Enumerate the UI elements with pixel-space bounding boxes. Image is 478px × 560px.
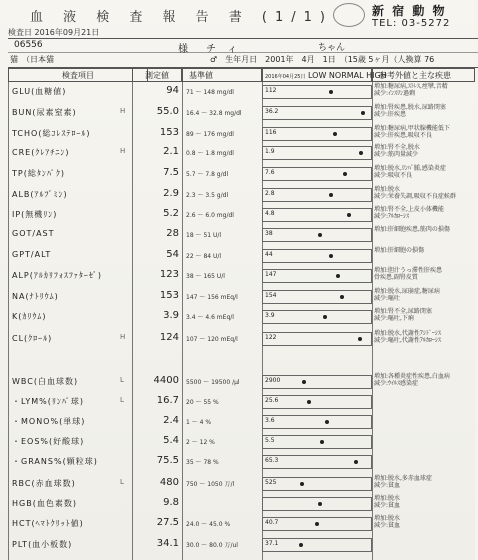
test-name: ALP(ｱﾙｶﾘﾌｫｽﾌｧﾀｰｾﾞ) [12,271,102,280]
hospital-logo-icon [333,3,365,27]
measured-value: 94 [166,85,179,96]
measured-value: 153 [159,290,179,301]
table-row [8,434,475,454]
abnormal-flag: L [120,376,124,384]
previous-value: 525 [265,479,277,486]
range-scale [262,85,372,99]
abnormal-flag: H [120,333,126,341]
previous-value: 25.6 [265,397,279,404]
disease-note: 増加:脱水,ﾘﾝﾊﾟ腫,感染炎症 減少:吸収不良 [374,165,446,179]
measured-value: 55.0 [156,106,179,117]
value-marker [329,254,333,258]
range-scale [262,249,372,263]
abnormal-flag: L [120,478,124,486]
previous-value: 1.9 [265,148,275,155]
range-scale [262,332,372,346]
measured-value: 34.1 [156,538,179,549]
table-row [8,414,475,434]
previous-value: 44 [265,251,273,258]
range-scale [262,435,372,449]
disease-note: 増加:腎不全,上皮小体機能 減少:ｱﾙｶﾛｰｼｽ [374,206,444,220]
value-marker [340,295,344,299]
value-marker [323,315,327,319]
range-scale [262,497,372,511]
table-row [8,496,475,516]
test-name: PLT(血小板数) [12,540,73,549]
value-marker [343,172,347,176]
test-name: ・GRANS%(顆粒球) [12,457,98,466]
previous-value: 37.1 [265,540,279,547]
measured-value: 16.7 [156,395,179,406]
value-marker [336,274,340,278]
range-scale [262,455,372,469]
table-row [8,476,475,496]
previous-value: 3.6 [265,417,275,424]
header-prev-date: 2016年04月25日 [265,74,306,80]
previous-value: 7.6 [265,169,275,176]
value-marker [325,420,329,424]
test-name: GOT/AST [12,229,55,238]
value-marker [354,460,358,464]
reference-range: 24.0 ～ 45.0 % [186,521,231,528]
test-name: BUN(尿素窒素) [12,108,77,117]
value-marker [359,151,363,155]
value-marker [300,482,304,486]
test-name: NA(ﾅﾄﾘｳﾑ) [12,292,59,301]
previous-value: 38 [265,230,273,237]
range-scale [262,228,372,242]
table-row [8,516,475,536]
measured-value: 54 [166,249,179,260]
reference-range: 750 ～ 1050 万/l [186,481,235,488]
disease-note: 増加:脱水,代謝性ｱｼﾄﾞｰｼｽ 減少:嘔吐,代謝性ｱﾙｶﾛｰｼｽ [374,330,441,344]
report-title: 血 液 検 査 報 告 書 (1/1) [30,10,333,25]
reference-range: 0.8 ～ 1.8 mg/dl [186,150,234,157]
table-row [8,166,475,186]
reference-range: 2.6 ～ 6.0 mg/dl [186,212,234,219]
measured-value: 9.8 [163,497,179,508]
abnormal-flag: H [120,147,126,155]
header-scale-label: LOW NORMAL HIGH [308,71,387,80]
range-scale [262,538,372,552]
value-marker [329,90,333,94]
hospital-tel: TEL: 03-5272 [372,18,451,29]
patient-id: 06556 [14,40,43,50]
table-row [8,126,475,146]
range-scale [262,477,372,491]
range-scale [262,395,372,409]
test-name: TCHO(総ｺﾚｽﾃﾛｰﾙ) [12,129,91,138]
previous-value: 40.7 [265,519,279,526]
previous-value: 36.2 [265,108,279,115]
table-row [8,331,475,351]
reference-range: 22 ～ 84 U/l [186,253,222,260]
test-name: GPT/ALT [12,250,52,259]
reference-range: 30.0 ～ 80.0 万/ul [186,542,238,549]
range-scale [262,127,372,141]
test-name: ・EOS%(好酸球) [12,437,85,446]
birth-info: ♂ 生年月日 2001年 4月 1日 （15歳 5ヶ月（人換算 76 [210,55,435,64]
previous-value: 65.3 [265,457,279,464]
disease-note [374,454,478,474]
range-scale [262,269,372,283]
table-row [8,105,475,125]
measured-value: 4400 [153,375,179,386]
value-marker [320,440,324,444]
table-row [8,537,475,557]
range-scale [262,415,372,429]
test-name: CRE(ｸﾚｱﾁﾆﾝ) [12,148,70,157]
reference-range: 3.4 ～ 4.6 mEq/l [186,314,234,321]
value-marker [302,380,306,384]
range-scale [262,208,372,222]
test-name: GLU(血糖値) [12,87,67,96]
range-scale [262,310,372,324]
previous-value: 5.5 [265,437,275,444]
measured-value: 28 [166,228,179,239]
test-name: HCT(ﾍﾏﾄｸﾘｯﾄ値) [12,519,84,528]
disease-note: 増加:各種炎症性疾患,白血病 減少:ｳｲﾙｽ感染症 [374,373,450,387]
value-marker [318,233,322,237]
previous-value: 3.9 [265,312,275,319]
disease-note [374,394,478,414]
previous-value: 122 [265,334,277,341]
value-marker [333,132,337,136]
reference-range: 147 ～ 156 mEq/l [186,294,238,301]
disease-note: 増加:腎不全,脱水 減少:筋肉量減少 [374,144,420,158]
disease-note [374,537,478,557]
reference-range: 5500 ～ 19500 /μl [186,379,240,386]
abnormal-flag: H [120,107,126,115]
measured-value: 7.5 [163,167,179,178]
hospital-name: 新 宿 動 物 [372,4,447,18]
disease-note: 増加:脱水 減少:栄養失調,吸収不良症候群 [374,186,456,200]
previous-value: 2900 [265,377,281,384]
reference-range: 107 ～ 120 mEq/l [186,336,238,343]
reference-range: 20 ～ 55 % [186,399,219,406]
measured-value: 3.9 [163,310,179,321]
table-row [8,268,475,288]
test-name: WBC(白血球数) [12,377,79,386]
previous-value: 154 [265,292,277,299]
value-marker [315,522,319,526]
range-scale [262,517,372,531]
range-scale [262,290,372,304]
value-marker [361,111,365,115]
reference-range: 1 ～ 4 % [186,419,212,426]
measured-value: 153 [159,127,179,138]
reference-range: 71 ～ 148 mg/dl [186,89,234,96]
measured-value: 480 [159,477,179,488]
measured-value: 123 [159,269,179,280]
owner-name: 様 チ ィ [178,44,242,55]
range-scale [262,106,372,120]
header-range: 基準値 [182,68,262,82]
previous-value: 116 [265,129,277,136]
range-scale [262,167,372,181]
measured-value: 2.1 [163,146,179,157]
test-name: RBC(赤血球数) [12,479,76,488]
disease-note: 増加:糖尿病,甲状腺機能低下 減少:肝疾患,吸収不良 [374,125,450,139]
measured-value: 2.9 [163,188,179,199]
test-name: TP(総ﾀﾝﾊﾟｸ) [12,169,65,178]
disease-note: 増加:胆汁うっ滞性肝疾患 骨疾患,副腎皮質 [374,267,443,281]
header-value: 測定値 [132,68,182,82]
patient-species: 猫 （日本猫 [10,55,54,64]
reference-range: 16.4 ～ 32.8 mg/dl [186,110,242,117]
range-scale [262,146,372,160]
reference-range: 35 ～ 78 % [186,459,219,466]
header-comment: 参考外値と主な疾患 [372,68,475,82]
disease-note: 増加:脱水,多赤血球症 減少:貧血 [374,475,432,489]
reference-range: 89 ～ 176 mg/dl [186,131,234,138]
disease-note: 増加:脱水,尿崩症,糖尿病 減少:嘔吐 [374,288,440,302]
table-row [8,145,475,165]
value-marker [318,502,322,506]
table-row [8,248,475,268]
previous-value: 112 [265,87,277,94]
table-row [8,454,475,474]
table-row [8,227,475,247]
test-name: ALB(ｱﾙﾌﾞﾐﾝ) [12,190,68,199]
measured-value: 75.5 [156,455,179,466]
value-marker [307,400,311,404]
reference-range: 5.7 ～ 7.8 g/dl [186,171,229,178]
test-name: HGB(血色素数) [12,499,77,508]
table-row [8,309,475,329]
disease-note: 増加:肝細胞の損傷 [374,247,425,254]
range-scale [262,375,372,389]
table-row [8,289,475,309]
disease-note: 増加:糖尿病,ｽﾄﾚｽ,痙攣,音精 減少:ｲﾝｽﾘﾝ過剰 [374,83,448,97]
value-marker [329,193,333,197]
disease-note [374,434,478,454]
value-marker [358,337,362,341]
value-marker [347,213,351,217]
range-scale [262,188,372,202]
disease-note: 増加:脱水 減少:貧血 [374,495,401,509]
previous-value: 2.8 [265,190,275,197]
test-name: K(ｶﾘｳﾑ) [12,312,47,321]
test-name: ・MONO%(単球) [12,417,86,426]
reference-range: 2.3 ～ 3.5 g/dl [186,192,229,199]
table-row [8,374,475,394]
value-marker [299,543,303,547]
pet-name-suffix: ちゃん [318,43,346,53]
measured-value: 27.5 [156,517,179,528]
measured-value: 5.4 [163,435,179,446]
disease-note: 増加:肝細胞疾患,筋肉の損傷 [374,226,450,233]
reference-range: 18 ～ 51 U/l [186,232,222,239]
disease-note [374,414,478,434]
exam-date: 検査日 2016年09月21日 [8,28,100,37]
table-row [8,207,475,227]
previous-value: 147 [265,271,277,278]
reference-range: 38 ～ 165 U/l [186,273,225,280]
test-name: CL(ｸﾛｰﾙ) [12,334,53,343]
abnormal-flag: L [120,396,124,404]
test-name: ・LYM%(ﾘﾝﾊﾟ球) [12,397,85,406]
header-scale [262,68,387,82]
previous-value: 4.8 [265,210,275,217]
table-row [8,187,475,207]
reference-range: 2 ～ 12 % [186,439,215,446]
table-row [8,84,475,104]
test-name: IP(無機ﾘﾝ) [12,210,58,219]
measured-value: 5.2 [163,208,179,219]
header-item: 検査項目 [8,68,148,82]
disease-note: 増加:腎疾患,脱水,尿路閉塞 減少:肝疾患 [374,104,446,118]
table-row [8,394,475,414]
measured-value: 124 [159,332,179,343]
disease-note: 増加:腎不全,尿路閉塞 減少:嘔吐,下痢 [374,308,432,322]
measured-value: 2.4 [163,415,179,426]
disease-note: 増加:脱水 減少:貧血 [374,515,401,529]
